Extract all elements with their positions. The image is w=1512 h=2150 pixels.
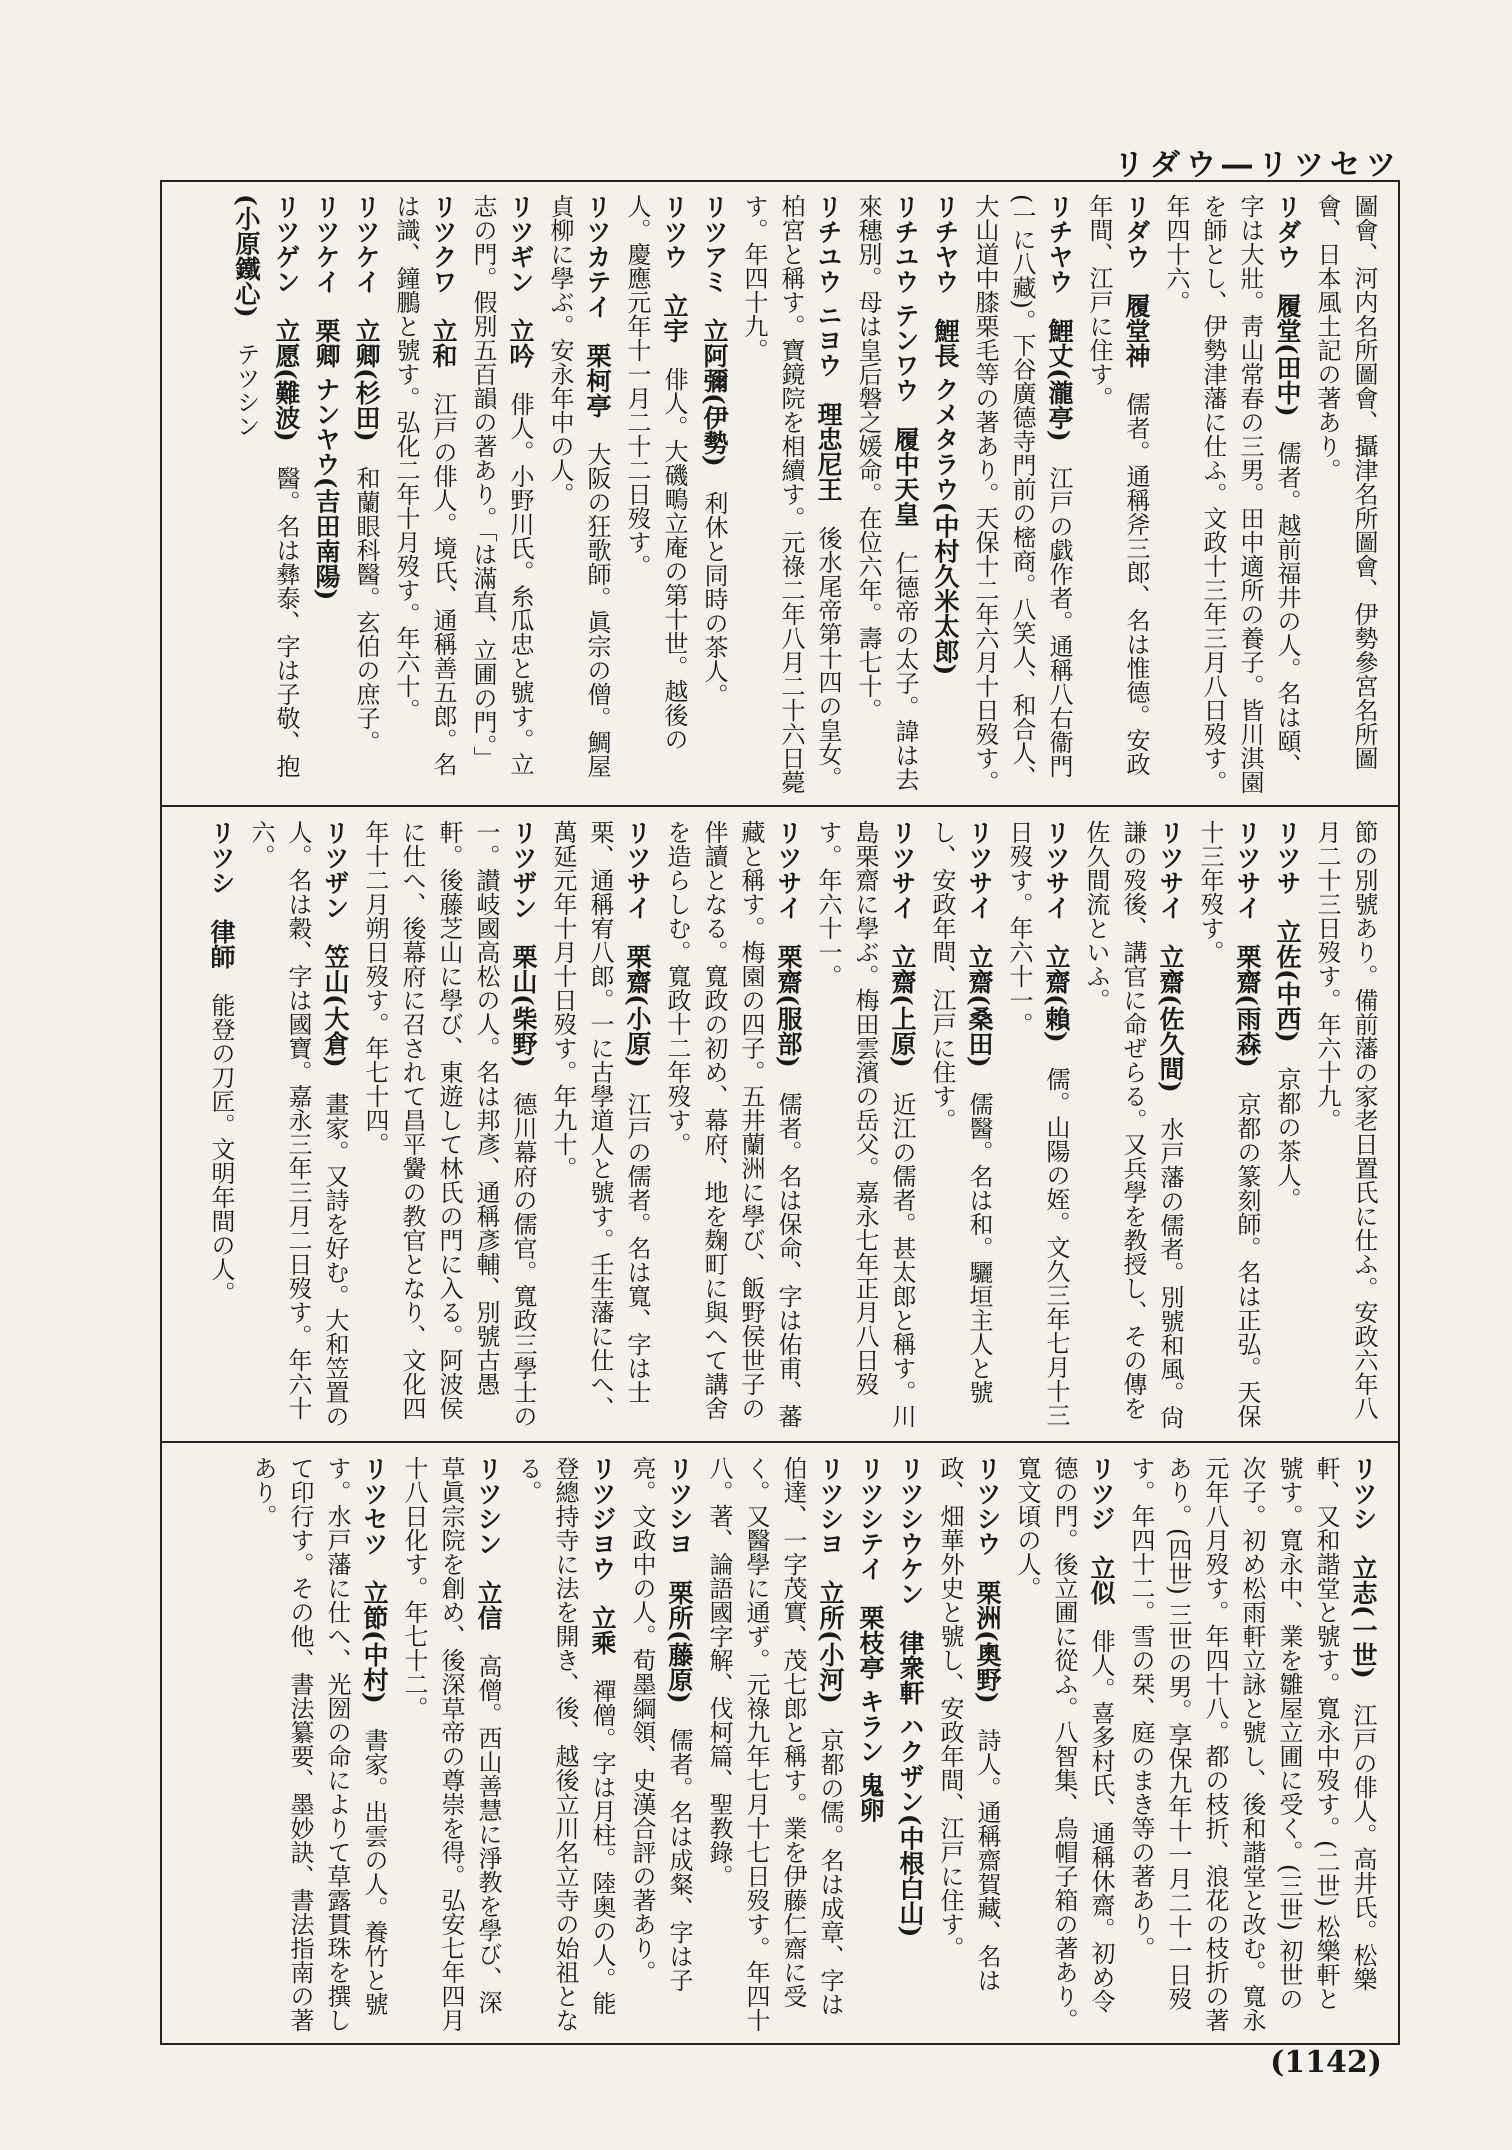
entry-body: 京都の儒。名は成章、字は伯達、一字茂實、茂七郎と稱す。業を伊藤仁齋に受く。又醫學に通ず。元祿九年七月十七日歿す。年四十八。著、論語國字解、伐柯篇、聖教錄。 xyxy=(705,1456,844,2032)
entry-body: 儒。山陽の姪。文久三年七月十三日歿す。年六十一。 xyxy=(1005,820,1070,1427)
entry-head: リツサイ xyxy=(1156,820,1185,920)
entry-head: リツザン xyxy=(509,820,538,920)
entry-name: 栗洲(奧野) xyxy=(973,1580,1002,1704)
entry-body: 水戸藩の儒者。別號和風。尙謙の歿後、講官に命ぜらる。又兵學を教授し、その傳を佐久間流といふ。 xyxy=(1082,820,1184,1429)
dictionary-entry xyxy=(387,194,462,797)
dictionary-entry xyxy=(395,1456,507,2034)
entry-head: リツアミ xyxy=(700,194,729,294)
entry-head: リチヤウ xyxy=(1045,194,1074,294)
dictionary-entry xyxy=(509,1456,621,2034)
entry-name: 立所(小河) xyxy=(816,1580,845,1704)
entry-name: 栗卿 ナンヤウ(吉田南陽) xyxy=(312,318,341,601)
entry-body: 畫家。又詩を好む。大和笠置の人。名は穀、字は國寶。嘉永三年三月二日歿す。年六十六。 xyxy=(247,820,349,1428)
entry-name: 栗所(藤原) xyxy=(665,1580,694,1704)
dictionary-entry xyxy=(1122,1456,1382,2034)
dictionary-entry xyxy=(931,1456,1006,2034)
entry-head: リダウ xyxy=(1122,194,1151,269)
entry-head: リツシウケン xyxy=(896,1456,925,1606)
entry-head: リツセツ xyxy=(360,1456,389,1556)
entry-head: リダウ xyxy=(1273,194,1302,269)
entry-name: 立齋(賴) xyxy=(1042,944,1071,1043)
dictionary-entry xyxy=(623,1456,698,2034)
dictionary-entry xyxy=(926,194,964,797)
entry-body: 德川幕府の儒官。寬政三學士の一。讃岐國高松の人。名は邦彥、通稱彥輔、別號古愚軒。後藤芝山に學び、東遊して林氏の門に入る。阿波侯に仕へ、後幕府に召されて昌平黌の教官となり、文化四年十二月朔日歿す。年七十四。 xyxy=(361,820,537,1428)
entry-name: 立吟 xyxy=(506,318,535,368)
entry-body: 書家。出雲の人。養竹と號す。水戸藩に仕へ、光圀の命によりて草露貫珠を撰して印行す。その他、書法纂要、墨妙訣、書法指南の著あり。 xyxy=(249,1456,388,2032)
entry-body: テツシン xyxy=(232,341,260,438)
dictionary-entry xyxy=(923,820,998,1433)
page-header: リダウ―リツセツ xyxy=(1114,148,1402,183)
entry-body: 俳人。喜多村氏、通稱休齋。初め令德の門。後立圃に從ふ。八智集、烏帽子箱の著あり。寬文頃の人。 xyxy=(1013,1456,1115,2032)
entry-body: 俳人。小野川氏。糸瓜忠と號す。立志の門。假別五百韻の著あり。「は滿直、立圃の門。」 xyxy=(469,194,534,776)
dictionary-entry xyxy=(1268,820,1306,1433)
entry-name: 栗齋(小原) xyxy=(623,944,652,1068)
entry-body: 和蘭眼科醫。玄伯の庶子。 xyxy=(352,465,380,754)
entry-name: 律師 xyxy=(207,919,236,969)
dictionary-entry xyxy=(809,820,921,1433)
entry-name: 立宇 xyxy=(660,293,689,343)
entry-head: リチユウ ニヨウ xyxy=(814,194,843,378)
entry-body: 江戸の俳人。境氏、通稱善五郎。名は識、鐘鵬と號す。弘化二年十月歿す。年六十。 xyxy=(392,194,457,776)
entry-head: リツサイ xyxy=(965,820,994,920)
entry-head: リチヤウ xyxy=(931,194,960,294)
entry-head: リツカテイ xyxy=(583,194,612,319)
entry-head: リツシヨ xyxy=(816,1456,845,1556)
entry-head: リツケイ xyxy=(352,194,381,294)
dictionary-entry xyxy=(464,194,539,797)
entry-name: 立信 xyxy=(474,1580,503,1630)
entry-name: 栗山(柴野) xyxy=(509,944,538,1068)
entry-body: 後水尾帝第十四の皇女。柏宮と稱す。寶鏡院を相續す。元祿二年八月二十六日薨す。年四十九。 xyxy=(740,194,842,794)
dictionary-entry xyxy=(849,194,924,797)
entry-head: リツウ xyxy=(660,194,689,269)
entry-name: 立節(中村) xyxy=(360,1580,389,1704)
entry-name: 履堂神 xyxy=(1122,293,1151,368)
entry-name: (小原鐵心) xyxy=(232,194,261,318)
entry-name: 理忠尼王 xyxy=(814,401,843,502)
entry-name: 律衆軒 ハクザン(中根白山) xyxy=(896,1630,925,1938)
entry-head: リツジ xyxy=(1087,1456,1116,1531)
dictionary-entry xyxy=(202,820,240,1433)
entry-head: リツシ xyxy=(1349,1456,1378,1531)
entry-head: リツサイ xyxy=(1233,820,1262,920)
entry-body: 儒者。名は保命、字は佑甫、蕃藏と稱す。梅園の四子。五井蘭洲に學び、飯野侯世子の伴讀となる。寬政の初め、幕府、地を麹町に與へて講舍を造らしむ。寬政十二年歿す。 xyxy=(663,820,802,1428)
entry-name: 栗齋(雨森) xyxy=(1233,944,1262,1068)
entry-head: リツサ xyxy=(1273,820,1302,895)
page-number: (1142) xyxy=(1270,2045,1382,2080)
entry-body: 儒者。越前福井の人。名は頤、字は大壯。靑山常春の三男。田中適所の養子。皆川淇園を師とし、伊勢津藩に仕ふ。文政十三年三月八日歿す。年四十六。 xyxy=(1162,194,1301,794)
entry-head: リツゲン xyxy=(272,194,301,294)
dictionary-entry xyxy=(541,194,616,797)
dictionary-entry xyxy=(347,194,385,797)
tier-top xyxy=(160,182,1400,807)
entry-name: 栗柯亭 xyxy=(583,343,612,418)
dictionary-entry xyxy=(735,194,847,797)
dictionary-entry xyxy=(1308,194,1382,797)
entry-body: 能登の刀匠。文明年間の人。 xyxy=(207,993,235,1305)
entry-name: 栗枝亭 キラン 鬼卵 xyxy=(856,1605,885,1823)
entry-name: 栗齋(服部) xyxy=(774,944,803,1068)
dictionary-entry xyxy=(891,1456,929,2034)
entry-name: 立乘 xyxy=(588,1605,617,1655)
entry-body: 仁德帝の太子。諱は去來穗別。母は皇后磐之媛命。在位六年。壽七十。 xyxy=(854,194,919,791)
tier-bottom xyxy=(160,1444,1400,2042)
dictionary-entry xyxy=(1308,820,1382,1433)
dictionary-entry xyxy=(1080,194,1155,797)
dictionary-entry xyxy=(695,194,733,797)
entry-body: 江戸の俳人。高井氏。松樂軒、又和諧堂と號す。寬永中歿す。(二世) 松樂軒と號す。寬永中、業を雛屋立圃に受く。(三世) 初世の次子。初め松雨軒立詠と號し、後和諧堂と改む。寬永元年八月歿す。年四十八。都の枝折、浪花の枝折の著あり。(四世) 三世の男。享保九年十一月二十一日歿す。年四十二。雪の栞、庭のまき等の著あり。 xyxy=(1127,1456,1377,2032)
entry-head: リツギン xyxy=(506,194,535,294)
entry-name: 立齋(桑田) xyxy=(965,944,994,1068)
dictionary-entry xyxy=(307,194,345,797)
entry-head: リツジヨウ xyxy=(588,1456,617,1581)
entry-body: 節の別號あり。備前藩の家老日置氏に仕ふ。安政六年八月二十三日歿す。年六十九。 xyxy=(1313,820,1378,1420)
entry-head: リツクワ xyxy=(429,194,458,294)
entry-name: 立齋(上原) xyxy=(888,944,917,1068)
dictionary-entry xyxy=(700,1456,849,2034)
entry-head: リツケイ xyxy=(312,194,341,294)
dictionary-entry xyxy=(242,820,354,1433)
entry-body: 江戸の儒者。名は寬、字は士栗、通稱宥八郎。一に古學道人と號す。壬生藩に仕へ、萬延元年十月十日歿す。年九十。 xyxy=(549,820,651,1420)
entry-name: 立志(一世) xyxy=(1349,1555,1378,1679)
entry-body: 圖會、河内名所圖會、攝津名所圖會、伊勢參宮名所圖會、日本風土記の著あり。 xyxy=(1313,194,1378,770)
dictionary-entry xyxy=(658,820,807,1433)
entry-head: リツシウ xyxy=(973,1456,1002,1556)
entry-body: 高僧。西山善慧に淨教を學び、深草眞宗院を創め、後深草帝の尊崇を得。弘安七年四月十八日化す。年七十二。 xyxy=(400,1456,502,2032)
entry-body: 俳人。大磯鴫立庵の第十世。越後の人。慶應元年十一月二十二日歿す。 xyxy=(623,194,688,751)
entry-name: 鯉長 クメタラウ(中村久米太郎) xyxy=(931,318,960,676)
entry-head: リツザン xyxy=(321,820,350,920)
entry-body: 醫。名は彝泰、字は子敬、抱 xyxy=(272,465,300,778)
dictionary-entry xyxy=(1191,820,1266,1433)
entry-body: 詩人。通稱齋賀藏、名は政、畑華外史と號し、安政年間、江戸に住す。 xyxy=(936,1456,1001,1992)
entry-body: 利休と同時の茶人。 xyxy=(700,490,728,707)
entry-head: リツサイ xyxy=(888,820,917,920)
dictionary-entry xyxy=(244,1456,393,2034)
entry-body: 江戸の戯作者。通稱八右衞門(一に八藏)。下谷廣德寺門前の樒商。八笑人、和合人、大山道中膝栗毛等の著あり。天保十二年六月十日歿す。 xyxy=(971,194,1073,794)
dictionary-entry xyxy=(966,194,1078,797)
entry-head: リチユウ テンワウ xyxy=(891,194,920,403)
entry-name: 立卿(杉田) xyxy=(352,318,381,442)
entry-body: 大阪の狂歌師。眞宗の僧。鯛屋貞柳に學ぶ。安永年中の人。 xyxy=(546,194,611,778)
entry-name: 立阿彌(伊勢) xyxy=(700,318,729,467)
entry-head: リツシ xyxy=(207,820,236,895)
entry-name: 立和 xyxy=(429,318,458,368)
dictionary-entry xyxy=(618,194,693,797)
dictionary-entry xyxy=(1000,820,1075,1433)
dictionary-entry xyxy=(851,1456,889,2034)
entry-name: 笠山(大倉) xyxy=(321,944,350,1068)
dictionary-entry xyxy=(1008,1456,1120,2034)
entry-body: 京都の茶人。 xyxy=(1273,1066,1301,1211)
entry-name: 立齋(佐久間) xyxy=(1156,944,1185,1093)
entry-head: リツサイ xyxy=(774,820,803,920)
entry-name: 履中天皇 xyxy=(891,426,920,527)
entry-name: 立似 xyxy=(1087,1555,1116,1605)
entry-body: 儒者。通稱斧三郎、名は惟德。安政年間、江戸に住す。 xyxy=(1085,194,1150,776)
entry-head: リツシヨ xyxy=(665,1456,694,1556)
entry-body: 儒醫。名は和。驪垣主人と號し、安政年間、江戸に住す。 xyxy=(928,820,993,1404)
entry-head: リツサイ xyxy=(1042,820,1071,920)
dictionary-entry xyxy=(544,820,656,1433)
entry-name: 鯉丈(瀧亭) xyxy=(1045,318,1074,442)
dictionary-entry xyxy=(267,194,305,797)
dictionary-entry xyxy=(1077,820,1189,1433)
tier-middle xyxy=(160,808,1400,1443)
entry-body: 儒者。名は成粲、字は子亮。文政中の人。荀墨綱領、史漢合評の著あり。 xyxy=(628,1456,693,1992)
dictionary-entry xyxy=(227,194,265,797)
entry-head: リツサイ xyxy=(623,820,652,920)
entry-name: 立佐(中西) xyxy=(1273,919,1302,1043)
entry-body: 近江の儒者。甚太郎と稱す。川島栗齋に學ぶ。梅田雲濱の岳父。嘉永七年正月八日歿す。年六十一。 xyxy=(814,820,916,1428)
entry-head: リツシン xyxy=(474,1456,503,1556)
dictionary-entry xyxy=(1157,194,1306,797)
entry-body: 禪僧。字は月柱。陸奥の人。能登總持寺に法を開き、後、越後立川名立寺の始祖となる。 xyxy=(514,1456,616,2032)
entry-name: 立愿(難波) xyxy=(272,318,301,442)
dictionary-entry xyxy=(356,820,542,1433)
entry-name: 履堂(田中) xyxy=(1273,293,1302,417)
entry-head: リツシテイ xyxy=(856,1456,885,1581)
entry-body: 京都の篆刻師。名は正弘。天保十三年歿す。 xyxy=(1196,820,1261,1428)
